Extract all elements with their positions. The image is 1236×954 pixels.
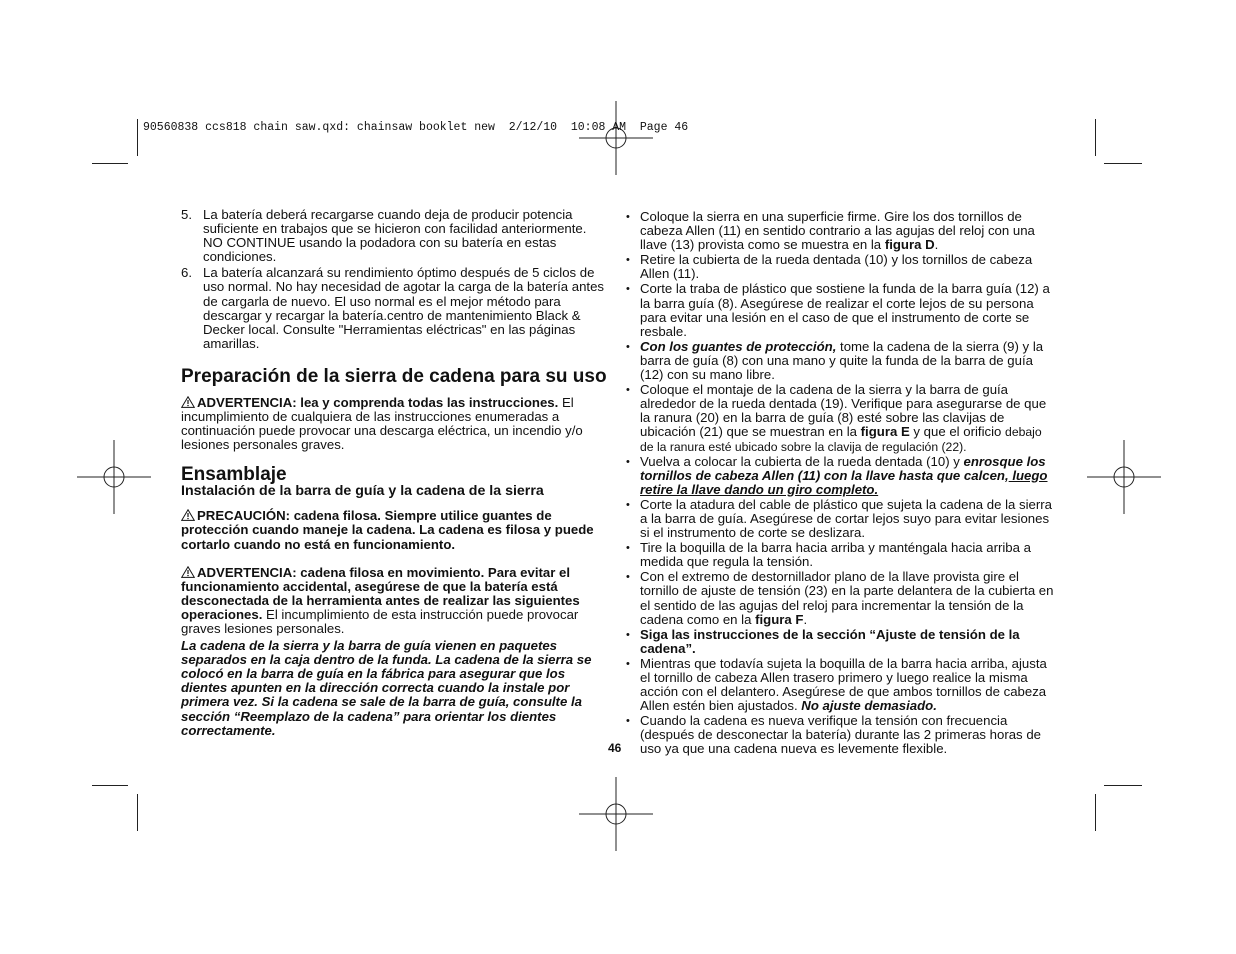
- bullet: •: [626, 384, 630, 397]
- list-item: • Siga las instrucciones de la sección “Ajuste de tensión de la cadena”.: [626, 626, 1020, 656]
- list-item: • Corte la atadura del cable de plástico que sujeta la cadena de la sierra a la barra de guía. Asegúrese de cortar lejos suyo para evitar lesiones si el instrumento de corte se deslizara.: [626, 496, 1053, 541]
- bullet: •: [626, 571, 630, 584]
- caution-bold: PRECAUCIÓN: cadena filosa. Siempre utilice guantes de protección cuando maneje la cadena. La cadena es filosa y puede cortarlo cuando no está en funcionamiento.: [181, 508, 594, 552]
- crop-mark: [1104, 785, 1142, 786]
- list-item: • Retire la cubierta de la rueda dentada (10) y los tornillos de cabeza Allen (11).: [626, 252, 1033, 282]
- item-number: 6.: [181, 265, 192, 281]
- figure-ref: figura D: [884, 237, 935, 253]
- section-heading: Preparación de la sierra de cadena para su uso: [181, 365, 607, 387]
- warning-paragraph: [181, 396, 609, 452]
- list-item: • Cuando la cadena es nueva verifique la tensión con frecuencia (después de desconectar la batería) durante las 2 primeras horas de uso ya que una cadena nueva es levemente flexible.: [626, 713, 1041, 757]
- bullet: •: [626, 542, 630, 555]
- crop-mark: [1104, 163, 1142, 164]
- crop-mark: [137, 794, 138, 831]
- list-item: [181, 266, 609, 351]
- bullet: •: [626, 715, 630, 728]
- print-slug: 90560838 ccs818 chain saw.qxd: chainsaw booklet new 2/12/10 10:08 AM Page 46: [143, 121, 689, 134]
- registration-mark-icon: [579, 101, 653, 175]
- page-number: 46: [608, 741, 622, 755]
- list-item: • Corte la traba de plástico que sostiene la funda de la barra guía (12) a la barra guía (8). Asegúrese de realizar el corte lejos de su persona para evitar una lesión en el caso de que el instrumento de corte se resbale.: [626, 281, 1050, 339]
- bullet: •: [626, 254, 630, 267]
- section-heading-assembly: Ensamblaje: [181, 464, 287, 486]
- warning-bold: ADVERTENCIA: lea y comprenda todas las instrucciones.: [197, 394, 559, 410]
- item-text: La batería deberá recargarse cuando deja de producir potencia suficiente en trabajos que se hicieron con facilidad anteriormente. NO CONTINUE usando la podadora con su batería en estas condiciones.: [203, 207, 587, 265]
- note-paragraph: La cadena de la sierra y la barra de guía vienen en paquetes separados en la caja dentro de la funda. La cadena de la sierra se colocó en la barra de guía en la fábrica para asegurar que los dientes apunten en la dirección correcta cuando la instale por primera vez. Si la cadena se sale de la barra de guía, consulte la sección “Reemplazo de la cadena” para orientar los dientes correctamente.: [181, 638, 592, 738]
- bullet: •: [626, 211, 630, 223]
- bullet: •: [626, 455, 630, 468]
- list-item: • Vuelva a colocar la cubierta de la rueda dentada (10) y enrosque los tornillos de cabeza Allen (11) con la llave hasta que calcen, luego retire la llave dando un giro completo.: [626, 453, 1048, 497]
- figure-ref: figura F: [755, 611, 804, 627]
- right-column: [626, 210, 1056, 758]
- bullet: •: [626, 657, 630, 670]
- warning-paragraph: [181, 566, 609, 636]
- subsection-heading: Instalación de la barra de guía y la cadena de la sierra: [181, 483, 544, 500]
- crop-mark: [1095, 794, 1096, 831]
- item-text: La batería alcanzará su rendimiento óptimo después de 5 ciclos de uso normal. No hay necesidad de agotar la carga de la batería antes de cargarla de nuevo. El uso normal es el mejor método para descargar y recargar la batería.centro de mantenimiento Black & Decker local. Consulte "Herramientas eléctricas" en las páginas amarillas.: [203, 265, 605, 351]
- crop-mark: [1095, 119, 1096, 156]
- item-number: 5.: [181, 207, 192, 222]
- crop-mark: [137, 119, 138, 156]
- registration-mark-icon: [1087, 440, 1161, 514]
- warning-triangle-icon: [181, 396, 195, 408]
- list-item: • Con los guantes de protección, tome la cadena de la sierra (9) y la barra de guía (8) con una mano y quite la funda de la barra de guía (12) con su mano libre.: [626, 338, 1044, 383]
- registration-mark-icon: [579, 777, 653, 851]
- registration-mark-icon: [77, 440, 151, 514]
- warning-triangle-icon: [181, 509, 195, 521]
- list-item: • Con el extremo de destornillador plano de la llave provista gire el tornillo de ajuste de tensión (23) en la parte delantera de la cubierta en el sentido de las agujas del reloj para incrementar la tensión de la cadena como en la figura F.: [626, 569, 1054, 627]
- list-item: • Tire la boquilla de la barra hacia arriba y manténgala hacia arriba a medida que regula la tensión.: [626, 540, 1031, 570]
- crop-mark: [92, 785, 128, 786]
- bullet: •: [626, 340, 630, 353]
- list-item: • Coloque la sierra en una superficie firme. Gire los dos tornillos de cabeza Allen (11) en sentido contrario a las agujas del reloj con una llave (13) provista como se muestra en la figura D.: [626, 209, 1035, 253]
- bullet: •: [626, 498, 630, 511]
- list-item: • Mientras que todavía sujeta la boquilla de la barra hacia arriba, ajusta el tornillo de cabeza Allen trasero primero y luego realice la misma acción con el delantero. Asegúrese de que ambos tornillos de cabeza Allen estén bien ajustados. No ajuste demasiado.: [626, 655, 1047, 714]
- warning-triangle-icon: [181, 566, 195, 578]
- warning-bold: ADVERTENCIA: cadena filosa en movimiento. Para evitar el funcionamiento accidental, asegúrese de que la batería está desconectada de la herramienta antes de realizar las siguientes operaciones.: [181, 564, 580, 622]
- list-item: • Coloque el montaje de la cadena de la sierra y la barra de guía alrededor de la rueda dentada (19). Verifique para asegurarse de que la ranura (20) en la barra de guía (8) esté sobre las clavijas de ubicación (21) que se muestran en la figura E y que el orificio debajo de la ranura esté ubicado sobre la clavija de regulación (22).: [626, 382, 1047, 454]
- crop-mark: [92, 163, 128, 164]
- caution-paragraph: [181, 509, 609, 551]
- list-item: [181, 208, 609, 264]
- warning-text: El incumplimiento de cualquiera de las instrucciones enumeradas a continuación puede provocar una descarga eléctrica, un incendio y/o lesiones personales graves.: [181, 394, 583, 453]
- warning-text: El incumplimiento de esta instrucción puede provocar graves lesiones personales.: [181, 606, 579, 636]
- bullet: •: [626, 283, 630, 296]
- left-column: [181, 208, 609, 752]
- figure-ref: figura E: [860, 424, 910, 440]
- bullet: •: [626, 628, 630, 641]
